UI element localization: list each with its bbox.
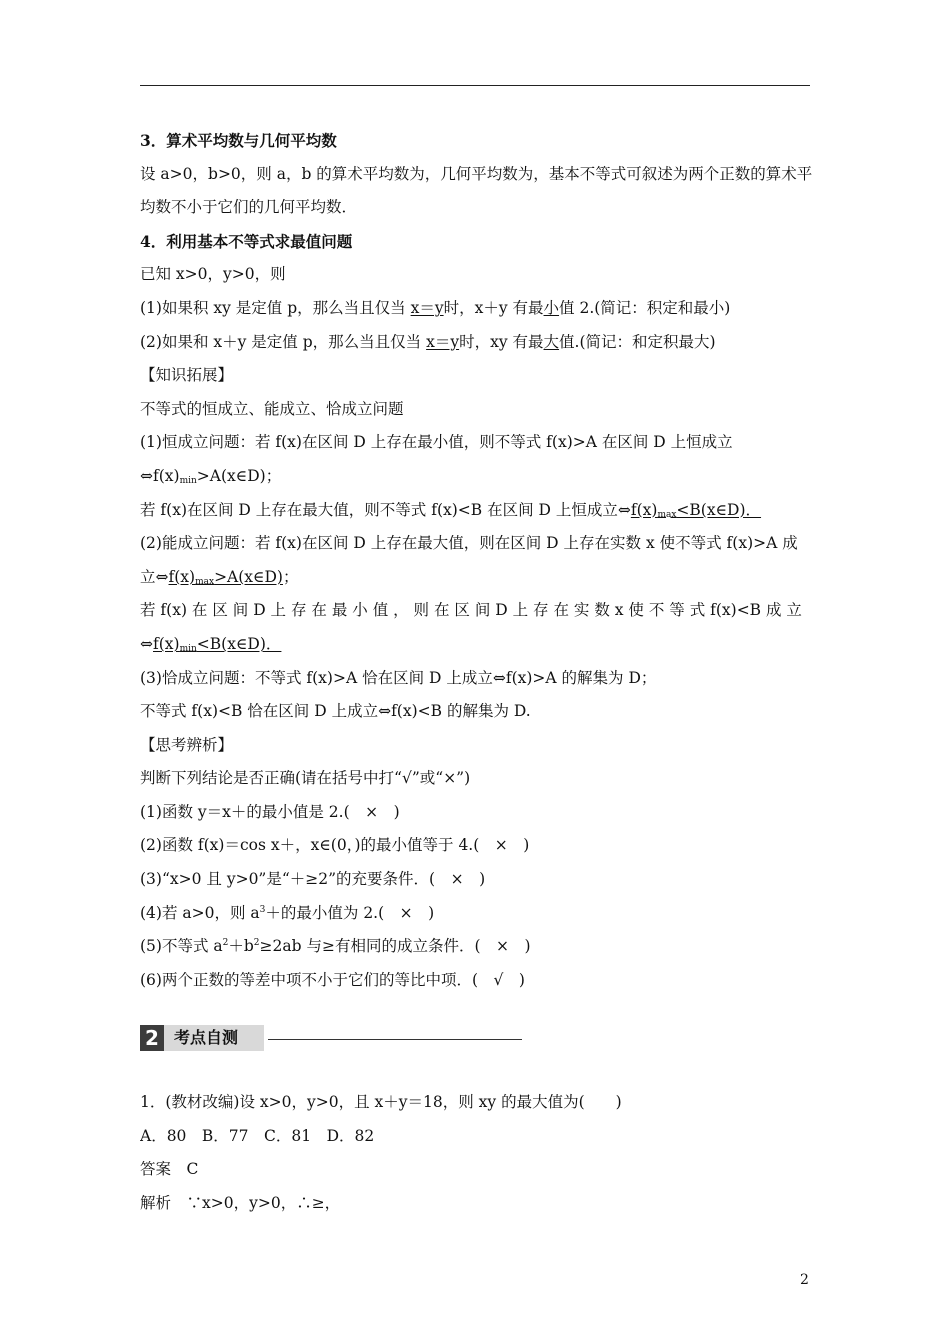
fill-blank: x＝y (426, 332, 460, 351)
judgement-item: (1)函数 y＝x＋的最小值是 2.( × ) (140, 802, 400, 821)
fill-blank: $f(x)_{min}<B(x\in D)$． (153, 634, 282, 654)
paragraph-line: $\Leftrightarrow f(x)_{min}>A(x\in D)$； (140, 466, 282, 486)
paragraph-line: 设 a>0，b>0，则 a，b 的算术平均数为，几何平均数为，基本不等式可叙述为两个正数的算术平 (140, 164, 812, 183)
rule-product-fixed: (1)如果积 xy 是定值 p，那么当且仅当 x＝y时，x＋y 有最小值 2.(简记：积定和最小) (140, 298, 731, 317)
rule-sum-fixed: (2)如果和 x＋y 是定值 p，那么当且仅当 x＝y时，xy 有最大值.(简记：和定积最大) (140, 332, 716, 351)
header-rule (140, 85, 810, 86)
judgement-item: (6)两个正数的等差中项不小于它们的等比中项．( √ ) (140, 970, 525, 989)
judgement-item: (5)不等式 $a^2+b^2\ge 2ab$ 与≥有相同的成立条件．( × ) (140, 937, 531, 956)
judgement-item: (2)函数 f(x)＝cos x＋，x∈(0，)的最小值等于 4.( × ) (140, 836, 530, 855)
section-number: 2 (140, 1025, 164, 1051)
paragraph-line: 立$\Leftrightarrow f(x)_{max}>A(x\in D)$； (140, 567, 299, 587)
paragraph-line: 判断下列结论是否正确(请在括号中打“√”或“×”) (140, 769, 471, 788)
page-number: 2 (800, 1272, 809, 1288)
section-header (140, 1024, 522, 1054)
fill-blank: $f(x)_{max}>A(x\in D)$ (168, 567, 283, 587)
question-stem: 1．(教材改编)设 x>0，y>0，且 x＋y＝18，则 xy 的最大值为( ) (140, 1093, 622, 1111)
section-title: 考点自测 (164, 1025, 264, 1051)
fill-blank: x＝y (410, 298, 444, 317)
judgement-item: (4)若 a>0，则 $a^3+$的最小值为 2.( × ) (140, 903, 435, 922)
paragraph-line: 不等式 f(x)<B 恰在区间 D 上成立⇔f(x)<B 的解集为 D. (140, 702, 531, 721)
paragraph-line: 均数不小于它们的几何平均数． (140, 198, 358, 217)
section-label-knowledge: 【知识拓展】 (140, 366, 234, 385)
heading-extremum: 4．利用基本不等式求最值问题 (140, 231, 353, 251)
exercise-text (140, 1086, 812, 1220)
answer-line: 答案 C (140, 1160, 199, 1179)
fill-blank: 小 (543, 298, 560, 317)
paragraph-line: 已知 x>0，y>0，则 (140, 265, 286, 284)
paragraph-line: 若 f(x)在区间 D 上存在最大值，则不等式 f(x)<B 在区间 D 上恒成立$\Leftrightarrow f(x)_{max}<B(x\in D)$． (140, 500, 762, 520)
judgement-item: (3)“x>0 且 y>0”是“＋≥2”的充要条件．( × ) (140, 870, 486, 889)
paragraph-line: (1)恒成立问题：若 f(x)在区间 D 上存在最小值，则不等式 f(x)>A 在区间 D 上恒成立 (140, 433, 733, 452)
fill-blank: $f(x)_{max}<B(x\in D)$． (630, 500, 762, 520)
paragraph-line: 不等式的恒成立、能成立、恰成立问题 (140, 399, 404, 418)
section-label-thinking: 【思考辨析】 (140, 735, 234, 754)
paragraph-line: (3)恰成立问题：不等式 f(x)>A 恰在区间 D 上成立⇔f(x)>A 的解集为 D； (140, 668, 657, 687)
analysis-line: 解析 ∵x>0，y>0，∴≥， (140, 1193, 341, 1212)
body-text (140, 124, 812, 997)
fill-blank: 大 (543, 332, 560, 351)
heading-arith-geo-mean: 3．算术平均数与几何平均数 (140, 131, 337, 150)
paragraph-line: $\Leftrightarrow f(x)_{min}<B(x\in D)$． (140, 634, 282, 654)
question-options: A．80 B．77 C．81 D．82 (140, 1126, 375, 1145)
paragraph-line: 若 f(x) 在 区 间 D 上 存 在 最 小 值 ， 则 在 区 间 D 上 存 在 实 数 x 使 不 等 式 f(x)<B 成 立 (140, 601, 802, 620)
section-rule (268, 1039, 522, 1040)
paragraph-line: (2)能成立问题：若 f(x)在区间 D 上存在最大值，则在区间 D 上存在实数 x 使不等式 f(x)>A 成 (140, 534, 798, 553)
